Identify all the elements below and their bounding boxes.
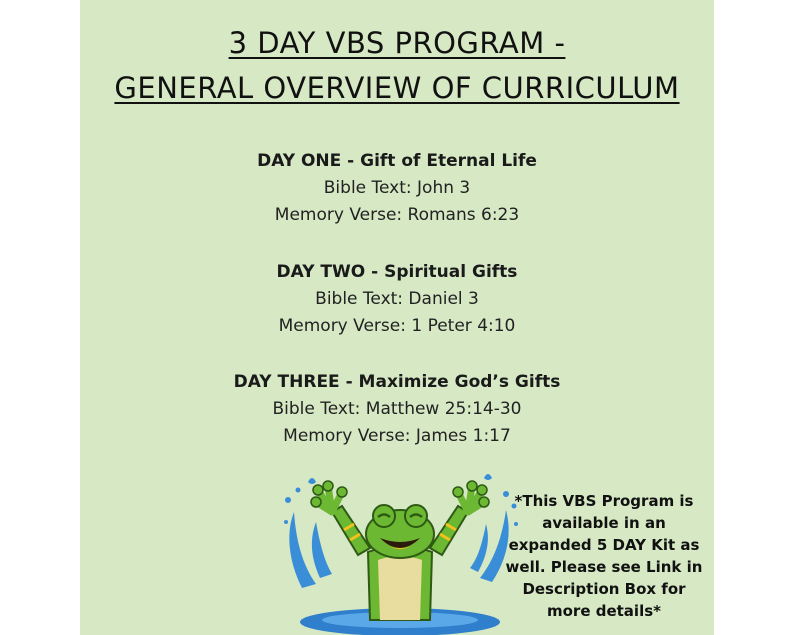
day-heading: DAY THREE - Maximize God’s Gifts	[233, 372, 561, 392]
memory-verse: Memory Verse: James 1:17	[283, 426, 511, 446]
memory-verse: Memory Verse: Romans 6:23	[274, 205, 520, 225]
flyer-panel	[80, 0, 714, 635]
bible-text: Bible Text: Daniel 3	[315, 289, 479, 309]
bible-text: Bible Text: Matthew 25:14-30	[272, 399, 522, 419]
page-title-line2: GENERAL OVERVIEW OF CURRICULUM	[114, 71, 680, 105]
day-two-block	[80, 259, 714, 340]
day-heading: DAY ONE - Gift of Eternal Life	[257, 151, 537, 171]
frog-splash-icon	[280, 460, 520, 635]
day-heading: DAY TWO - Spiritual Gifts	[276, 262, 518, 282]
day-one-block	[80, 148, 714, 229]
note-line: Description Box for	[522, 580, 686, 598]
page-title-line1: 3 DAY VBS PROGRAM -	[228, 26, 566, 60]
note-line: *This VBS Program is	[514, 492, 694, 510]
note-line: available in an	[542, 514, 666, 532]
note-line: well. Please see Link in	[505, 558, 703, 576]
bible-text: Bible Text: John 3	[323, 178, 471, 198]
note-line: more details*	[547, 602, 661, 620]
expanded-kit-note	[497, 490, 711, 622]
day-three-block	[80, 369, 714, 450]
memory-verse: Memory Verse: 1 Peter 4:10	[278, 316, 516, 336]
note-line: expanded 5 DAY Kit as	[508, 536, 700, 554]
